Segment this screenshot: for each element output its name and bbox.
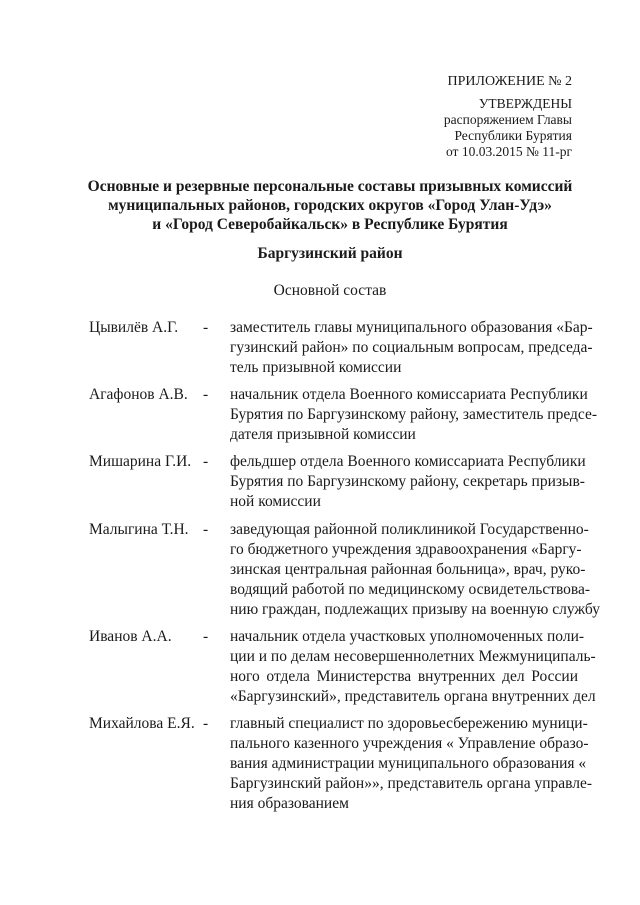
appendix-number: ПРИЛОЖЕНИЕ № 2 bbox=[447, 74, 572, 89]
role-line: «Баргузинский», представитель органа внутренних дел bbox=[230, 688, 596, 705]
member-dash: - bbox=[203, 319, 209, 336]
role-line: гузинский район» по социальным вопросам, председа- bbox=[230, 339, 593, 356]
member-name: Малыгина Т.Н. bbox=[89, 521, 189, 538]
role-line: главный специалист по здоровьесбережению муници- bbox=[230, 715, 588, 732]
district-heading: Баргузинский район bbox=[257, 245, 403, 262]
role-line: водящий работой по медицинскому освидетельствова- bbox=[230, 581, 591, 598]
role-line: зинская центральная районная больница», врач, руко- bbox=[230, 561, 586, 578]
member-name: Иванов А.А. bbox=[89, 628, 172, 645]
role-line: фельдшер отдела Военного комиссариата Республики bbox=[230, 453, 586, 470]
member-role bbox=[230, 714, 593, 814]
member-name: Михайлова Е.Я. bbox=[89, 715, 195, 732]
role-line: нию граждан, подлежащих призыву на военную службу bbox=[230, 601, 600, 618]
member-dash: - bbox=[203, 521, 209, 538]
role-line: Бурятия по Баргузинскому району, секретарь призыв- bbox=[230, 473, 585, 490]
approved-date: от 10.03.2015 № 11-рг bbox=[445, 144, 572, 159]
member-name: Мишарина Г.И. bbox=[89, 453, 192, 470]
role-line: ции и по делам несовершеннолетних Межмуниципаль- bbox=[230, 648, 596, 665]
role-line: пального казенного учреждения « Управление образо- bbox=[230, 735, 589, 752]
document-title bbox=[60, 177, 600, 234]
role-line: вания администрации муниципального образования « bbox=[230, 755, 587, 772]
member-dash: - bbox=[203, 453, 209, 470]
member-role bbox=[230, 452, 586, 512]
role-line: начальник отдела Военного комиссариата Республики bbox=[230, 386, 588, 403]
approval-block bbox=[444, 96, 572, 160]
member-role bbox=[230, 318, 593, 378]
role-line: начальник отдела участковых уполномоченных поли- bbox=[230, 628, 585, 645]
role-line: го бюджетного учреждения здравоохранения «Баргу- bbox=[230, 541, 582, 558]
member-name: Цывилёв А.Г. bbox=[89, 319, 179, 336]
member-dash: - bbox=[203, 386, 209, 403]
role-line: ной комиссии bbox=[230, 493, 321, 510]
approved-by-line2: Республики Бурятия bbox=[454, 128, 572, 143]
role-line: Баргузинский район»», представитель органа управле- bbox=[230, 775, 593, 792]
title-line: Основные и резервные персональные составы призывных комиссий bbox=[87, 178, 573, 195]
title-line: и «Город Северобайкальск» в Республике Бурятия bbox=[152, 216, 508, 233]
role-line: дателя призывной комиссии bbox=[230, 426, 416, 443]
member-dash: - bbox=[203, 628, 209, 645]
role-line: ния образованием bbox=[230, 795, 349, 812]
member-dash: - bbox=[203, 715, 209, 732]
title-line: муниципальных районов, городских округов «Город Улан-Удэ» bbox=[108, 197, 552, 214]
member-role bbox=[230, 385, 597, 445]
role-line: Бурятия по Баргузинскому району, заместитель предсе- bbox=[230, 406, 597, 423]
composition-heading: Основной состав bbox=[273, 282, 387, 299]
member-role bbox=[230, 627, 596, 707]
approved-label: УТВЕРЖДЕНЫ bbox=[478, 96, 572, 111]
member-role bbox=[230, 520, 600, 620]
approved-by-line1: распоряжением Главы bbox=[443, 112, 572, 127]
role-line: тель призывной комиссии bbox=[230, 359, 402, 376]
role-line: ного отдела Министерства внутренних дел России bbox=[230, 668, 578, 685]
role-line: заведующая районной поликлиникой Государственно- bbox=[230, 521, 589, 538]
member-name: Агафонов А.В. bbox=[89, 386, 188, 403]
role-line: заместитель главы муниципального образования «Бар- bbox=[230, 319, 593, 336]
